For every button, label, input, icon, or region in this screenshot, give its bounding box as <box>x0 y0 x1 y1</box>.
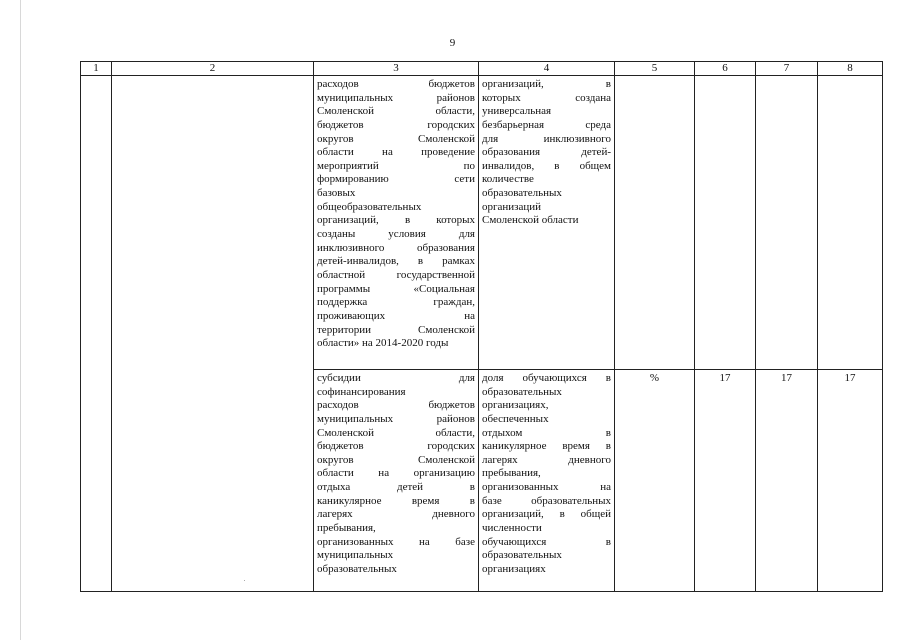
column-header: 5 <box>651 62 658 74</box>
cell-text-line: образовательных <box>317 562 397 575</box>
cell-text-line: программы «Социальная <box>317 282 475 295</box>
cell-text-line: бюджетов городских <box>317 440 475 453</box>
cell-text-line: территории Смоленской <box>317 323 475 336</box>
cell-text-line: области на организацию <box>317 467 475 480</box>
header-bottom-border <box>80 75 883 76</box>
cell-text-line: области на проведение <box>317 146 475 159</box>
column-header: 2 <box>209 62 216 74</box>
column-border <box>478 61 479 592</box>
row2-value-col6: 17 <box>719 372 731 384</box>
scan-speck <box>244 580 245 581</box>
cell-text-line: детей-инвалидов, в рамках <box>317 255 475 268</box>
table-bottom-border <box>80 591 883 592</box>
scan-margin-line <box>20 0 21 640</box>
column-header: 4 <box>543 62 550 74</box>
cell-text-line: образовательных <box>482 549 562 562</box>
cell-text-line: лагерях дневного <box>317 508 475 521</box>
cell-text-line: субсидии для <box>317 372 475 384</box>
cell-text-line: инклюзивного образования <box>317 241 475 254</box>
cell-text-line: созданы условия для <box>317 228 475 241</box>
row2-indicator <box>482 372 611 577</box>
cell-text-line: муниципальных районов <box>317 412 475 425</box>
cell-text-line: софинансирования <box>317 385 406 398</box>
cell-text-line: численности <box>482 522 542 535</box>
cell-text-line: Смоленской области, <box>317 105 475 118</box>
cell-text-line: безбарьерная среда <box>482 118 611 131</box>
cell-text-line: образовательных <box>482 385 562 398</box>
cell-text-line: каникулярное время в <box>317 494 475 507</box>
column-border <box>694 61 695 592</box>
column-border <box>614 61 615 592</box>
row2-description <box>317 372 475 577</box>
column-header: 7 <box>783 62 790 74</box>
cell-text-line: проживающих на <box>317 309 475 322</box>
row1-indicator <box>482 78 611 228</box>
cell-text-line: организациях <box>482 562 546 575</box>
column-border <box>817 61 818 592</box>
cell-text-line: бюджетов городских <box>317 118 475 131</box>
cell-text-line: расходов бюджетов <box>317 399 475 412</box>
cell-text-line: муниципальных районов <box>317 91 475 104</box>
cell-text-line: поддержка граждан, <box>317 296 475 309</box>
cell-text-line: муниципальных <box>317 549 394 562</box>
row2-value-col7: 17 <box>781 372 792 384</box>
cell-text-line: организаций, в которых <box>317 214 475 227</box>
column-border <box>882 61 883 592</box>
cell-text-line: инвалидов, в общем <box>482 159 611 172</box>
cell-text-line: пребывания, <box>482 467 541 480</box>
cell-text-line: формированию сети <box>317 173 475 186</box>
cell-text-line: отдыха детей в <box>317 481 475 494</box>
cell-text-line: организаций <box>482 200 542 213</box>
page-number: 9 <box>449 37 456 49</box>
cell-text-line: общеобразовательных <box>317 200 422 213</box>
cell-text-line: для инклюзивного <box>482 132 611 145</box>
cell-text-line: которых создана <box>482 91 611 104</box>
cell-text-line: универсальная <box>482 105 552 118</box>
cell-text-line: организованных на <box>482 481 611 494</box>
column-header: 8 <box>847 62 853 74</box>
cell-text-line: области» на 2014-2020 годы <box>317 337 449 350</box>
cell-text-line: отдыхом в <box>482 426 611 439</box>
column-header: 3 <box>393 62 399 74</box>
cell-text-line: областной государственной <box>317 268 475 281</box>
column-header: 1 <box>93 62 99 74</box>
cell-text-line: организаций, в <box>482 78 611 90</box>
cell-text-line: пребывания, <box>317 522 376 535</box>
cell-text-line: округов Смоленской <box>317 132 475 145</box>
cell-text-line: расходов бюджетов <box>317 78 475 90</box>
cell-text-line: обеспеченных <box>482 412 549 425</box>
cell-text-line: организаций, в общей <box>482 508 611 521</box>
cell-text-line: каникулярное время в <box>482 440 611 453</box>
row-separator <box>313 369 883 370</box>
cell-text-line: образования детей- <box>482 146 611 159</box>
cell-text-line: базе образовательных <box>482 494 611 507</box>
cell-text-line: количестве <box>482 173 534 186</box>
cell-text-line: Смоленской области <box>482 214 579 227</box>
cell-text-line: доля обучающихся в <box>482 372 611 384</box>
row1-description <box>317 78 475 351</box>
cell-text-line: организациях, <box>482 399 549 412</box>
cell-text-line: образовательных <box>482 187 562 200</box>
column-border <box>80 61 81 592</box>
column-border <box>755 61 756 592</box>
cell-text-line: обучающихся в <box>482 535 611 548</box>
column-border <box>111 61 112 592</box>
row2-value-col8: 17 <box>844 372 856 384</box>
cell-text-line: Смоленской области, <box>317 426 475 439</box>
cell-text-line: округов Смоленской <box>317 453 475 466</box>
cell-text-line: базовых <box>317 187 356 200</box>
column-header: 6 <box>722 62 728 74</box>
row2-unit: % <box>649 372 660 384</box>
column-border <box>313 61 314 592</box>
cell-text-line: мероприятий по <box>317 159 475 172</box>
cell-text-line: организованных на базе <box>317 535 475 548</box>
cell-text-line: лагерях дневного <box>482 453 611 466</box>
